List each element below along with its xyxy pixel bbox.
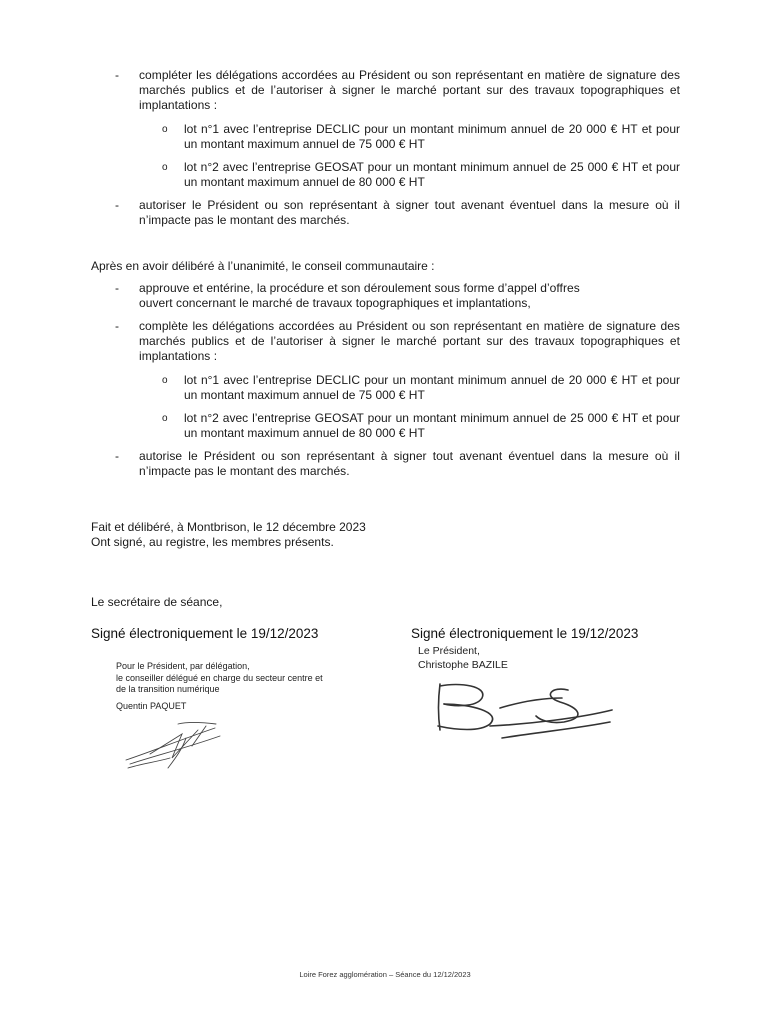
sub-bullet: o	[162, 375, 168, 386]
sub-list-item: lot n°2 avec l’entreprise GEOSAT pour un montant minimum annuel de 25 000 € HT et pour un montant maximum annuel de 80 000 € HT	[184, 411, 680, 440]
handwritten-signature-left	[120, 718, 230, 770]
secretary-label: Le secrétaire de séance,	[91, 595, 223, 609]
sub-bullet: o	[162, 413, 168, 424]
delegation-line: de la transition numérique	[116, 684, 220, 694]
sub-list-item: lot n°1 avec l’entreprise DECLIC pour un montant minimum annuel de 20 000 € HT et pour un montant maximum annuel de 75 000 € HT	[184, 122, 680, 151]
page-footer: Loire Forez agglomération – Séance du 12/12/2023	[299, 970, 471, 979]
list-item: compléter les délégations accordées au Président ou son représentant en matière de signature des marchés publics et de l’autoriser à signer le marché portant sur des travaux topographiques et implantations :	[139, 68, 680, 112]
list-dash: -	[115, 281, 119, 295]
list-dash: -	[115, 198, 119, 212]
signatory-name: Quentin PAQUET	[116, 701, 187, 711]
decision-intro: Après en avoir délibéré à l’unanimité, le conseil communautaire :	[91, 259, 435, 273]
president-title: Le Président,	[418, 645, 480, 657]
delegation-line: le conseiller délégué en charge du secteur centre et	[116, 673, 323, 683]
closing-signed: Ont signé, au registre, les membres présents.	[91, 535, 334, 549]
sub-bullet: o	[162, 162, 168, 173]
list-item: autorise le Président ou son représentant à signer tout avenant éventuel dans la mesure où il n’impacte pas le montant des marchés.	[139, 449, 680, 478]
sub-list-item: lot n°1 avec l’entreprise DECLIC pour un montant minimum annuel de 20 000 € HT et pour un montant maximum annuel de 75 000 € HT	[184, 373, 680, 402]
sub-bullet: o	[162, 124, 168, 135]
sub-list-item: lot n°2 avec l’entreprise GEOSAT pour un montant minimum annuel de 25 000 € HT et pour un montant maximum annuel de 80 000 € HT	[184, 160, 680, 189]
list-item: complète les délégations accordées au Président ou son représentant en matière de signature des marchés publics et de l’autoriser à signer le marché portant sur des travaux topographiques et implantations :	[139, 319, 680, 363]
list-item-line: ouvert concernant le marché de travaux topographiques et implantations,	[139, 296, 531, 310]
list-item-line: approuve et entérine, la procédure et son déroulement sous forme d’appel d’offres	[139, 281, 580, 295]
delegation-line: Pour le Président, par délégation,	[116, 661, 250, 671]
handwritten-signature-right	[430, 678, 620, 744]
closing-place-date: Fait et délibéré, à Montbrison, le 12 décembre 2023	[91, 520, 366, 534]
list-item: autoriser le Président ou son représentant à signer tout avenant éventuel dans la mesure où il n’impacte pas le montant des marchés.	[139, 198, 680, 227]
president-name: Christophe BAZILE	[418, 659, 508, 671]
electronic-signature-stamp: Signé électroniquement le 19/12/2023	[91, 626, 319, 641]
list-dash: -	[115, 319, 119, 333]
list-dash: -	[115, 449, 119, 463]
list-dash: -	[115, 68, 119, 82]
electronic-signature-stamp: Signé électroniquement le 19/12/2023	[411, 626, 639, 641]
